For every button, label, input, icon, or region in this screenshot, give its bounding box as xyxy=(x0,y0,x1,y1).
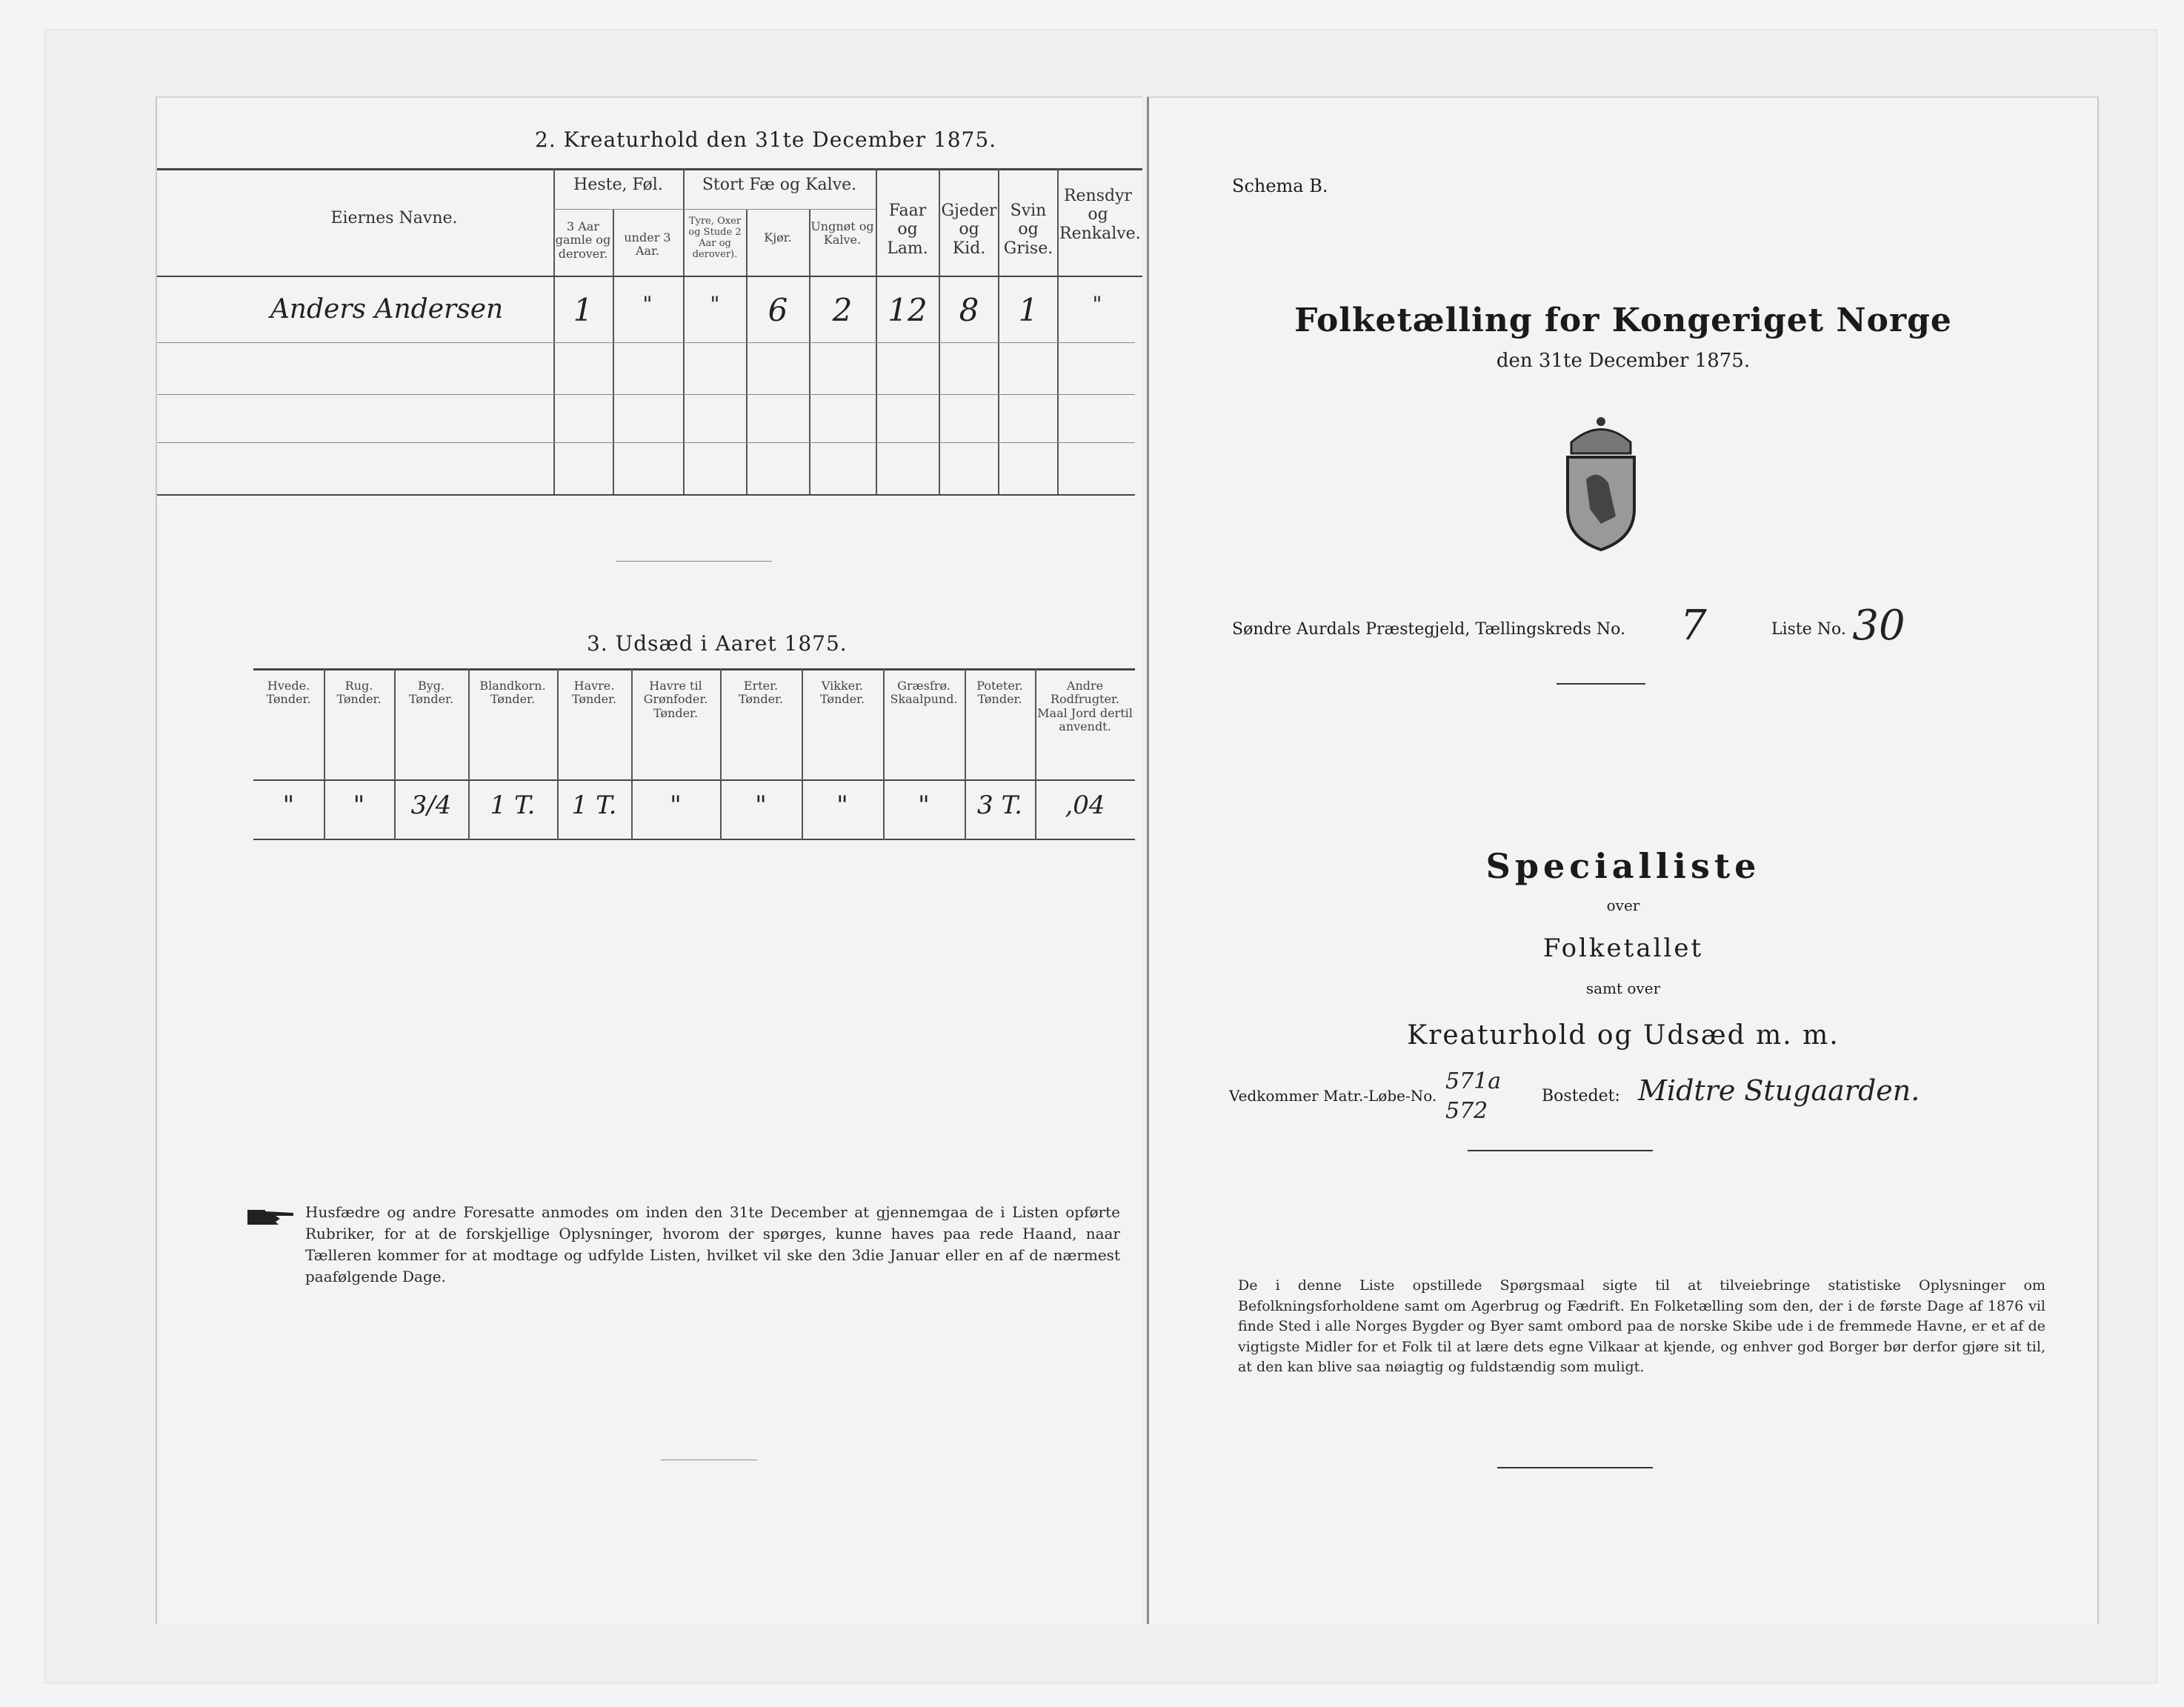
header-stort-fae: Stort Fæ og Kalve. xyxy=(702,176,857,194)
udsaed-cell: ,04 xyxy=(1065,791,1105,820)
udsaed-header: Poteter. Tønder. xyxy=(976,679,1023,707)
header-gjeder: Gjeder og Kid. xyxy=(941,202,997,258)
header-heste-under: under 3 Aar. xyxy=(624,230,671,259)
udsaed-header: Andre Rodfrugter. Maal Jord dertil anvendt. xyxy=(1037,679,1133,734)
udsaed-cell: 1 T. xyxy=(490,791,536,820)
udsaed-header: Vikker. Tønder. xyxy=(819,679,865,707)
cell-tyre: " xyxy=(710,292,720,316)
section3-title: 3. Udsæd i Aaret 1875. xyxy=(587,631,848,656)
kreaturhold-text: Kreaturhold og Udsæd m. m. xyxy=(1407,1020,1840,1051)
udsaed-header: Havre. Tønder. xyxy=(571,679,617,707)
header-rensdyr: Rensdyr og Renkalve. xyxy=(1059,187,1141,243)
udsaed-cell: 1 T. xyxy=(571,791,617,820)
kreds-number: 7 xyxy=(1680,602,1707,650)
cell-heste-under: " xyxy=(642,292,653,316)
owner-name: Anders Andersen xyxy=(270,294,504,325)
udsaed-cell: 3 T. xyxy=(977,791,1022,820)
header-ungnot: Ungnøt og Kalve. xyxy=(810,219,874,247)
matr-label: Vedkommer Matr.-Løbe-No. xyxy=(1229,1087,1437,1105)
cell-faar: 12 xyxy=(888,292,928,328)
footer-text: De i denne Liste opstillede Spørgsmaal sigte til at tilveiebringe statistiske Oplysninger om Befolkningsforholdene samt om Agerbrug og Fædrift. En Folketælling som den, der i de første Dage af 1876 vil finde Sted i alle Norges Bygder og Byer samt ombord paa de norske Skibe ude i de fremmede Havne, er et af de vigtigste Midler for et Folk til at lære dets egne Vilkaar at kjende, og enhver god Borger bør derfor gjøre sit til, at den kan blive saa nøiagtig og fuldstændig som muligt. xyxy=(1238,1277,2045,1376)
cell-gjeder: 8 xyxy=(959,292,979,328)
folketallet-text: Folketallet xyxy=(1542,934,1704,963)
udsaed-cell: " xyxy=(755,791,767,820)
instruction-note: Husfædre og andre Foresatte anmodes om inden den 31te December at gjennemgaa de i Listen opførte Rubriker, for at de forskjellige Oplysninger, hvorom der spørges, kunne haves paa rede Haand, naar Tælleren kommer for at modtage og udfylde Listen, hvilket vil ske den 3die Januar eller en af de nærmest paafølgende Dage. xyxy=(305,1203,1120,1285)
udsaed-cell: " xyxy=(836,791,848,820)
udsaed-header: Erter. Tønder. xyxy=(738,679,784,707)
udsaed-header: Blandkorn. Tønder. xyxy=(479,679,546,707)
header-svin: Svin og Grise. xyxy=(1003,202,1053,258)
matr-b: 572 xyxy=(1445,1098,1488,1124)
udsaed-cell: " xyxy=(353,791,365,820)
schema-label: Schema B. xyxy=(1232,176,1328,196)
matr-a: 571a xyxy=(1445,1068,1502,1094)
right-page xyxy=(1147,96,2099,1624)
cell-kjor: 6 xyxy=(768,292,788,328)
coat-of-arms-icon xyxy=(1557,413,1645,553)
udsaed-cell: 3/4 xyxy=(410,791,452,820)
liste-number: 30 xyxy=(1852,602,1905,650)
udsaed-cell: " xyxy=(282,791,295,820)
cell-svin: 1 xyxy=(1018,292,1039,328)
udsaed-header: Græsfrø. Skaalpund. xyxy=(890,679,958,707)
over-text: over xyxy=(1606,896,1640,914)
udsaed-cell: " xyxy=(670,791,682,820)
header-eiernes-navne: Eiernes Navne. xyxy=(330,209,458,227)
header-faar: Faar og Lam. xyxy=(887,202,928,258)
specialliste-title: Specialliste xyxy=(1485,846,1761,886)
location-prefix: Søndre Aurdals Præstegjeld, Tællingskreds No. xyxy=(1232,620,1625,639)
pointing-hand-icon xyxy=(246,1205,298,1229)
bostedet-value: Midtre Stugaarden. xyxy=(1638,1074,1920,1107)
cell-ungnot: 2 xyxy=(832,292,853,328)
cell-heste-3aar: 1 xyxy=(573,292,593,328)
main-subtitle: den 31te December 1875. xyxy=(1496,350,1751,372)
header-heste: Heste, Føl. xyxy=(573,176,663,194)
header-kjor: Kjør. xyxy=(764,230,792,244)
bostedet-label: Bostedet: xyxy=(1542,1087,1620,1105)
separator xyxy=(616,561,772,562)
udsaed-header: Hvede. Tønder. xyxy=(266,679,311,707)
samt-over-text: samt over xyxy=(1585,979,1661,997)
table-rule xyxy=(157,168,1142,170)
left-page xyxy=(156,96,1142,1624)
main-title: Folketælling for Kongeriget Norge xyxy=(1294,302,1952,339)
cell-rensdyr: " xyxy=(1092,292,1102,316)
liste-label: Liste No. xyxy=(1771,620,1846,639)
udsaed-header: Havre til Grønfoder. Tønder. xyxy=(643,679,708,720)
header-tyre: Tyre, Oxer og Stude 2 Aar og derover). xyxy=(688,216,742,260)
udsaed-header: Byg. Tønder. xyxy=(408,679,454,707)
header-heste-3aar: 3 Aar gamle og derover. xyxy=(555,219,611,261)
udsaed-header: Rug. Tønder. xyxy=(336,679,382,707)
udsaed-cell: " xyxy=(918,791,930,820)
section2-title: 2. Kreaturhold den 31te December 1875. xyxy=(535,127,997,152)
